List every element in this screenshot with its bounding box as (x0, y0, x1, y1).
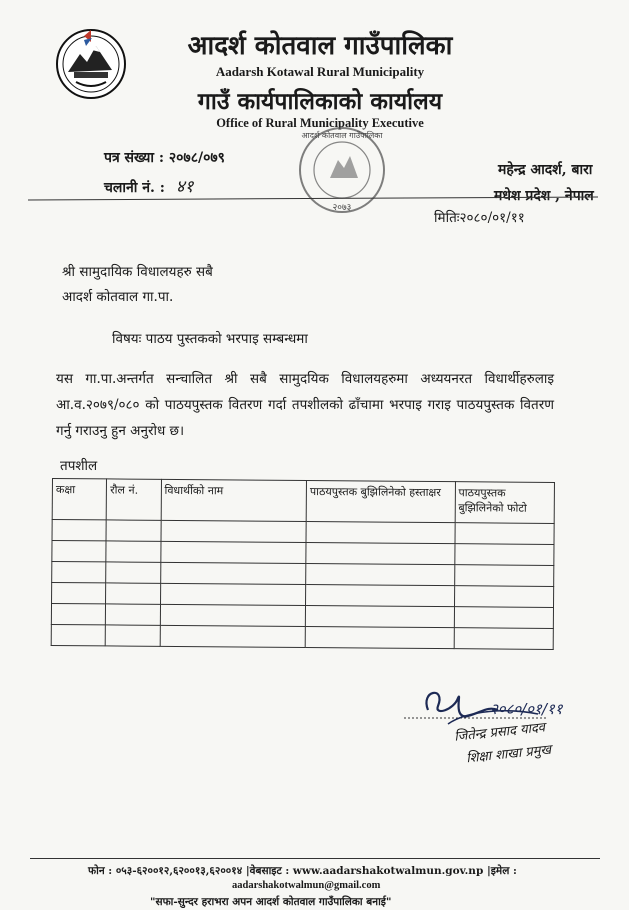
table-row (51, 624, 553, 649)
address-line-2: मधेश प्रदेश , नेपाल (494, 188, 594, 204)
signatory-name: जितेन्द्र प्रसाद यादव (453, 720, 546, 745)
letter-number: पत्र संख्या : २०७८/०७९ (104, 150, 225, 166)
table-cell (160, 541, 306, 563)
table-cell (455, 523, 555, 545)
table-cell (160, 583, 306, 605)
table-cell (106, 562, 160, 583)
stamp-text: आदर्श कोतवाल गाउँपालिका (301, 131, 383, 140)
table-cell (105, 625, 159, 646)
col-header-signature: पाठयपुस्तक बुझिलिनेको हस्ताक्षर (306, 480, 455, 522)
letter-body: यस गा.पा.अन्तर्गत सन्चालित श्री सबै सामुदयिक विधालयहरुमा अध्ययनरत विधार्थीहरुलाइ आ.व.२०७९/०८० को पाठयपुस्तक वितरण गर्दा तपशीलको ढाँचामा भरपाइ गराइ पाठयपुस्तक वितरण गर्नु गराउनु हुन अनुरोध छ। (56, 371, 554, 439)
stamp-year: २०७३ (332, 203, 352, 213)
office-name-en: Office of Rural Municipality Executive (216, 116, 424, 130)
table-cell (51, 604, 105, 625)
table-cell (454, 628, 554, 650)
letter-date: मितिः२०८०/०१/११ (434, 210, 525, 226)
table-cell (305, 605, 454, 627)
table-cell (106, 604, 160, 625)
col-header-class: कक्षा (52, 479, 107, 520)
dispatch-number-label: चलानी नं. : (104, 180, 165, 196)
footer-contact: फोन : ०५३-६२००१२,६२००१३,६२००१४ |वेबसाइट : www.aadarshakotwalmun.gov.np |इमेल : (88, 865, 517, 877)
municipality-logo-icon (54, 26, 128, 102)
table-cell (52, 583, 106, 604)
office-name-np: गाउँ कार्यपालिकाको कार्यालय (197, 88, 443, 115)
table-cell (51, 624, 105, 645)
official-seal-stamp (292, 120, 392, 220)
municipality-name-en: Aadarsh Kotawal Rural Municipality (215, 64, 425, 79)
municipality-name-np: आदर्श कोतवाल गाउँपालिका (187, 31, 453, 61)
footer-email: aadarshakotwalmun@gmail.com (232, 880, 381, 891)
table-cell (454, 544, 554, 566)
table-cell (106, 541, 160, 562)
table-cell (305, 626, 454, 648)
subject-line: विषयः पाठय पुस्तकको भरपाइ सम्बन्धमा (112, 331, 308, 347)
signature-date: २०८०/०१/११ (490, 700, 563, 718)
table-cell (160, 562, 306, 584)
dispatch-number (104, 174, 194, 197)
footer-slogan: "सफा-सुन्दर हराभरा अपन आदर्श कोतवाल गाउँपालिका बनाई" (150, 896, 392, 908)
col-header-photo: पाठयपुस्तक बुझिलिनेको फोटो (455, 482, 555, 524)
table-cell (106, 583, 160, 604)
table-cell (161, 520, 307, 542)
table-cell (454, 607, 554, 629)
col-header-student-name: विधार्थीको नाम (161, 479, 307, 521)
table-cell (306, 542, 455, 564)
table-cell (52, 520, 106, 541)
recipient-line-1: श्री सामुदायिक विधालयहरु सबै (62, 264, 213, 280)
recipient-line-2: आदर्श कोतवाल गा.पा. (62, 289, 174, 305)
table-cell (306, 521, 455, 543)
details-table (51, 478, 555, 650)
table-cell (52, 562, 106, 583)
table-cell (106, 520, 160, 541)
table-cell (454, 586, 554, 608)
table-cell (160, 604, 306, 626)
table-cell (454, 565, 554, 587)
table-cell (52, 541, 106, 562)
table-cell (160, 625, 306, 647)
col-header-roll-no: रौल नं. (106, 479, 161, 520)
footer-divider (30, 858, 600, 859)
details-heading: तपशील (60, 458, 98, 474)
table-header-row (52, 479, 554, 524)
table-cell (306, 563, 455, 585)
signatory-role: शिक्षा शाखा प्रमुख (465, 742, 552, 767)
table-cell (306, 584, 455, 606)
dispatch-number-value: ४१ (175, 177, 194, 197)
address-line-1: महेन्द्र आदर्श, बारा (498, 162, 593, 178)
